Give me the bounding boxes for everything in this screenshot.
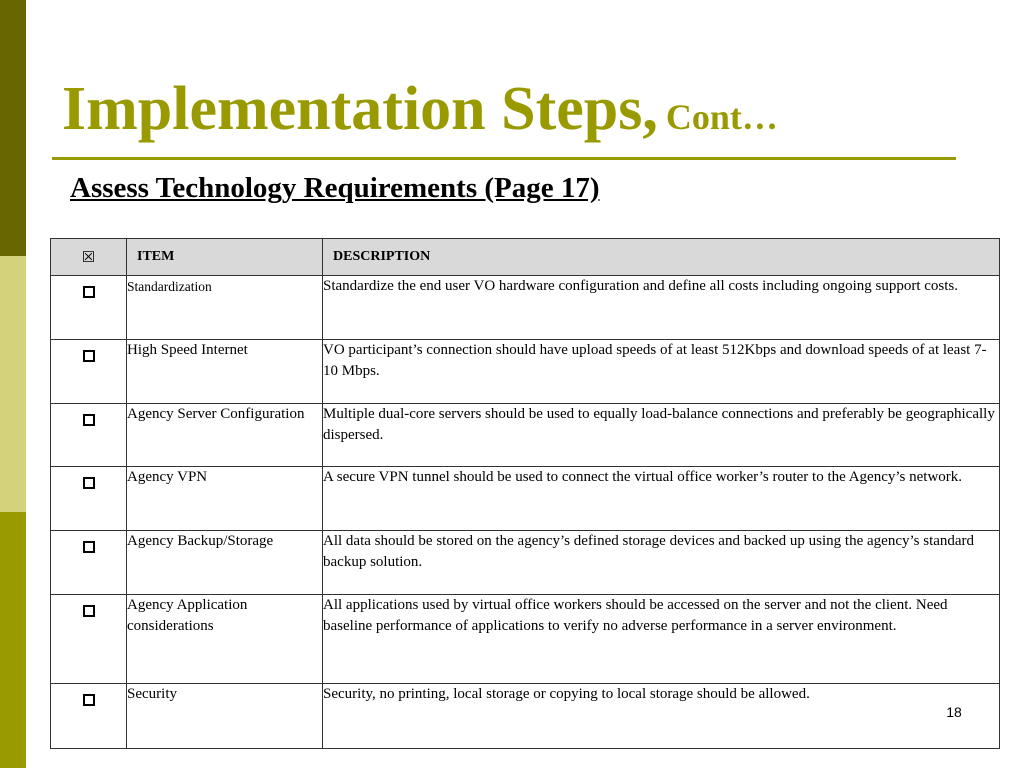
item-cell: Security — [127, 684, 323, 749]
checkbox-icon — [83, 414, 95, 426]
item-cell: Standardization — [127, 276, 323, 340]
description-cell: Security, no printing, local storage or copying to local storage should be allowed. — [323, 684, 1000, 749]
table-row — [51, 531, 1000, 595]
header-checkbox-icon: ☒ — [51, 239, 127, 276]
row-checkbox-cell — [51, 404, 127, 467]
row-checkbox-cell — [51, 467, 127, 531]
header-description-label: DESCRIPTION — [333, 249, 431, 264]
decorative-stripe-top — [0, 0, 26, 256]
description-cell: A secure VPN tunnel should be used to connect the virtual office worker’s router to the Agency’s network. — [323, 467, 1000, 531]
requirements-table — [50, 238, 1000, 749]
checkbox-icon — [83, 541, 95, 553]
item-cell: Agency Server Configuration — [127, 404, 323, 467]
item-cell: Agency Backup/Storage — [127, 531, 323, 595]
table-row — [51, 340, 1000, 404]
decorative-stripe-middle — [0, 256, 26, 512]
header-item — [127, 239, 323, 276]
checkbox-icon — [83, 605, 95, 617]
item-cell: High Speed Internet — [127, 340, 323, 404]
checkbox-icon — [83, 694, 95, 706]
row-checkbox-cell — [51, 595, 127, 684]
checkbox-icon — [83, 477, 95, 489]
slide-subtitle: Assess Technology Requirements (Page 17) — [70, 172, 600, 204]
header-item-label: ITEM — [137, 249, 175, 264]
slide-title-main: Implementation Steps, — [62, 75, 658, 143]
page-number: 18 — [946, 704, 962, 720]
description-cell: All data should be stored on the agency’s defined storage devices and backed up using the agency’s standard backup solution. — [323, 531, 1000, 595]
row-checkbox-cell — [51, 684, 127, 749]
description-cell: VO participant’s connection should have upload speeds of at least 512Kbps and download speeds of at least 7-10 Mbps. — [323, 340, 1000, 404]
table-row — [51, 595, 1000, 684]
row-checkbox-cell — [51, 340, 127, 404]
decorative-stripe-bottom — [0, 512, 26, 768]
checkbox-icon — [83, 350, 95, 362]
table-row — [51, 276, 1000, 340]
row-checkbox-cell — [51, 531, 127, 595]
header-description — [323, 239, 1000, 276]
table-header-row — [51, 239, 1000, 276]
title-rule — [52, 157, 956, 160]
table-row — [51, 467, 1000, 531]
checkbox-icon — [83, 286, 95, 298]
item-cell: Agency VPN — [127, 467, 323, 531]
row-checkbox-cell — [51, 276, 127, 340]
description-cell: Standardize the end user VO hardware configuration and define all costs including ongoing support costs. — [323, 276, 1000, 340]
item-cell: Agency Application considerations — [127, 595, 323, 684]
slide-title — [62, 75, 778, 143]
description-cell: Multiple dual-core servers should be used to equally load-balance connections and preferably be geographically dispersed. — [323, 404, 1000, 467]
description-cell: All applications used by virtual office workers should be accessed on the server and not the client. Need baseline performance of applications to verify no adverse performance in a server environment. — [323, 595, 1000, 684]
table-row — [51, 684, 1000, 749]
table-row — [51, 404, 1000, 467]
slide-title-cont: Cont… — [665, 97, 778, 137]
